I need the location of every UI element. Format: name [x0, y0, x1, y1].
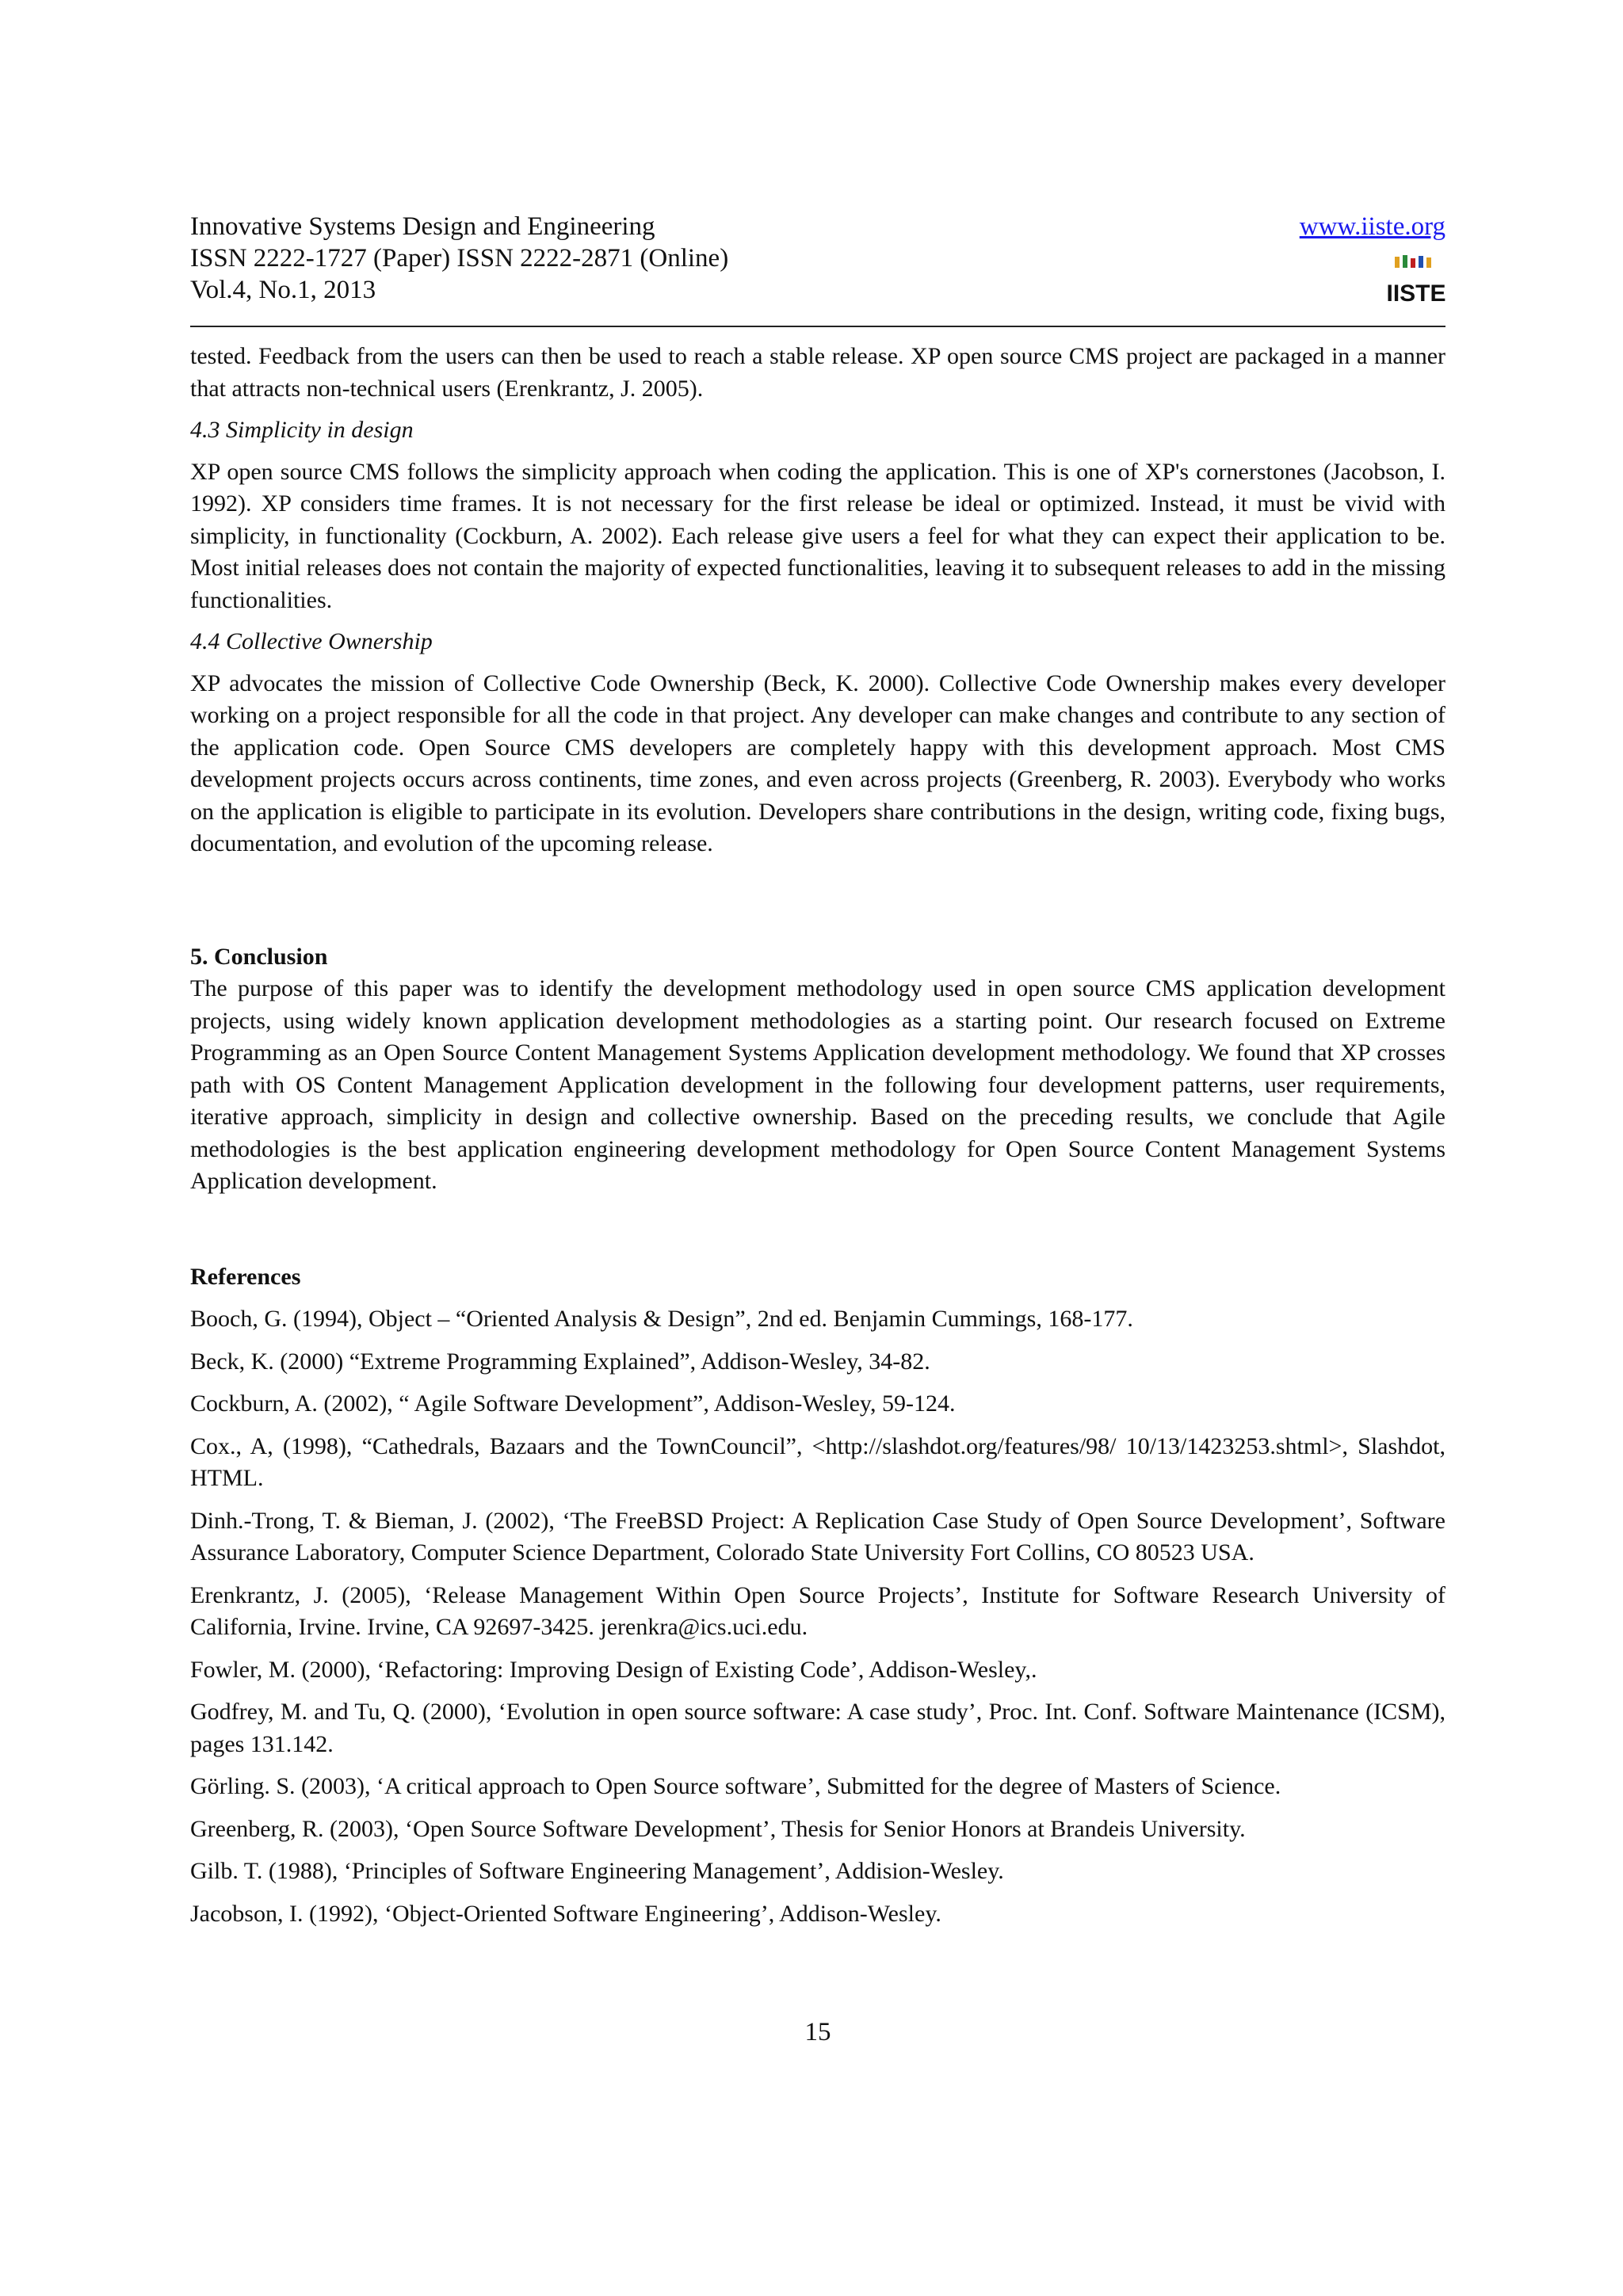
reference-item: Gilb. T. (1988), ‘Principles of Software Engineering Management’, Addision-Wesley.	[190, 1858, 1004, 1884]
reference-item: Dinh.-Trong, T. & Bieman, J. (2002), ‘The FreeBSD Project: A Replication Case Study of Open Source Development’, Software Assurance Laboratory, Computer Science Department, Colorado State University Fort Collins, CO 80523 USA.	[190, 1507, 1445, 1566]
reference-item: Greenberg, R. (2003), ‘Open Source Software Development’, Thesis for Senior Honors at Brandeis University.	[190, 1815, 1246, 1842]
references-list	[190, 1303, 1445, 1930]
reference-item: Görling. S. (2003), ‘A critical approach to Open Source software’, Submitted for the degree of Masters of Science.	[190, 1773, 1281, 1799]
site-link[interactable]: www.iiste.org	[1299, 212, 1445, 241]
page-number: 15	[804, 2018, 831, 2046]
section-4-3-text: XP open source CMS follows the simplicity approach when coding the application. This is one of XP's cornerstones (Jacobson, I. 1992). XP considers time frames. It is not necessary for the first release be ideal or optimized. Instead, it must be vivid with simplicity, in functionality (Cockburn, A. 2002). Each release give users a feel for what they can expect their application to be. Most initial releases does not contain the majority of expected functionalities, leaving it to subsequent releases to add in the missing functionalities.	[190, 458, 1445, 613]
journal-issn: ISSN 2222-1727 (Paper) ISSN 2222-2871 (Online)	[190, 244, 729, 273]
reference-item: Cockburn, A. (2002), “ Agile Software Development”, Addison-Wesley, 59-124.	[190, 1390, 956, 1417]
intro-paragraph: tested. Feedback from the users can then be used to reach a stable release. XP open source CMS project are packaged in a manner that attracts non-technical users (Erenkrantz, J. 2005).	[190, 343, 1445, 402]
section-5-text: The purpose of this paper was to identify the development methodology used in open source CMS application development projects, using widely known application development methodologies as a starting point. Our research focused on Extreme Programming as an Open Source Content Management Systems Application development methodology. We found that XP crosses path with OS Content Management Application development in the following four development patterns, user requirements, iterative approach, simplicity in design and collective ownership. Based on the preceding results, we conclude that Agile methodologies is the best application engineering development methodology for Open Source Content Management Systems Application development.	[190, 975, 1445, 1194]
paper-body	[190, 341, 1445, 1930]
references-heading: References	[190, 1263, 301, 1290]
reference-item: Fowler, M. (2000), ‘Refactoring: Improving Design of Existing Code’, Addison-Wesley,.	[190, 1656, 1037, 1683]
page-header	[190, 211, 1445, 326]
logo-text: IISTE	[1386, 280, 1446, 307]
reference-item: Erenkrantz, J. (2005), ‘Release Management Within Open Source Projects’, Institute for Software Research University of California, Irvine. Irvine, CA 92697-3425. jerenkra@ics.uci.edu.	[190, 1581, 1445, 1640]
section-4-4-text: XP advocates the mission of Collective Code Ownership (Beck, K. 2000). Collective Code Ownership makes every developer working on a project responsible for all the code in that project. Any developer can make changes and contribute to any section of the application code. Open Source CMS developers are completely happy with this development approach. Most CMS development projects occurs across continents, time zones, and even across projects (Greenberg, R. 2003). Everybody who works on the application is eligible to participate in its evolution. Developers share contributions in the design, writing code, fixing bugs, documentation, and evolution of the upcoming release.	[190, 669, 1445, 856]
reference-item: Booch, G. (1994), Object – “Oriented Analysis & Design”, 2nd ed. Benjamin Cummings, 168-177.	[190, 1306, 1133, 1332]
header-rule	[190, 326, 1445, 327]
reference-item: Beck, K. (2000) “Extreme Programming Explained”, Addison-Wesley, 34-82.	[190, 1348, 930, 1375]
section-4-4-heading: 4.4 Collective Ownership	[190, 628, 433, 654]
journal-volume: Vol.4, No.1, 2013	[190, 276, 376, 304]
reference-item: Cox., A, (1998), “Cathedrals, Bazaars and the TownCouncil”, <http://slashdot.org/features/98/ 10/13/1423253.shtml>, Slashdot, HTML.	[190, 1432, 1445, 1491]
iiste-logo	[1386, 252, 1446, 309]
reference-item: Jacobson, I. (1992), ‘Object-Oriented Software Engineering’, Addison-Wesley.	[190, 1900, 941, 1927]
section-5-heading: 5. Conclusion	[190, 943, 328, 970]
reference-item: Godfrey, M. and Tu, Q. (2000), ‘Evolution in open source software: A case study’, Proc. Int. Conf. Software Maintenance (ICSM), pages 131.142.	[190, 1699, 1445, 1757]
section-4-3-heading: 4.3 Simplicity in design	[190, 417, 414, 443]
journal-title: Innovative Systems Design and Engineering	[190, 212, 655, 241]
